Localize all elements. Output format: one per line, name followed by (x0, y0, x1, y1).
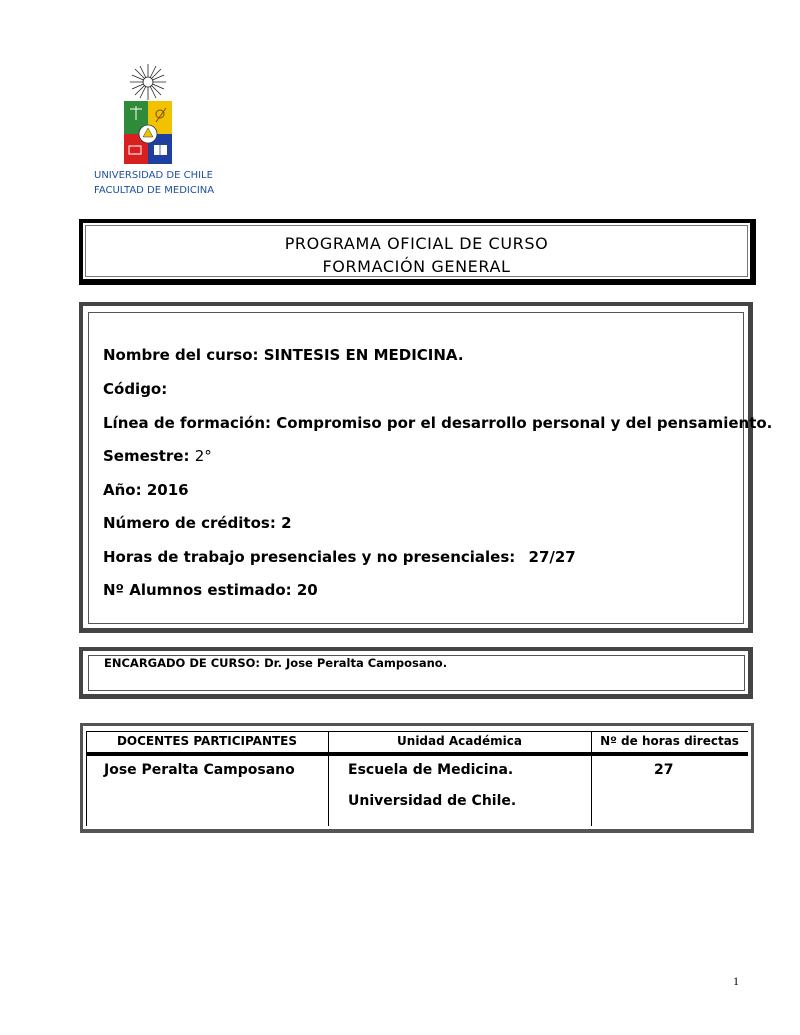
university-crest-icon (118, 62, 178, 168)
header-horas: Nº de horas directas (600, 734, 739, 748)
course-name-line (103, 346, 464, 364)
table-cell-unidad-2: Universidad de Chile. (348, 793, 517, 809)
column-divider (86, 731, 87, 826)
year-label: Año: (103, 481, 142, 499)
course-code-label: Código: (103, 380, 168, 398)
credits-line (103, 514, 292, 532)
table-cell-unidad-1: Escuela de Medicina. (348, 762, 514, 778)
formation-label: Línea de formación: (103, 414, 272, 432)
table-header-row (86, 731, 748, 752)
header-divider (86, 752, 748, 756)
header-docentes: DOCENTES PARTICIPANTES (116, 734, 298, 748)
course-lead-box (79, 647, 753, 699)
hours-label: Horas de trabajo presenciales y no presenciales: (103, 548, 516, 566)
university-name: UNIVERSIDAD DE CHILE (94, 170, 213, 181)
table-cell-docente: Jose Peralta Camposano (104, 762, 295, 778)
header-unidad: Unidad Académica (397, 734, 522, 748)
course-lead-line (104, 656, 447, 670)
semester-value: 2° (194, 447, 212, 465)
credits-label: Número de créditos: (103, 514, 276, 532)
hours-line (103, 548, 576, 566)
faculty-name: FACULTAD DE MEDICINA (94, 185, 215, 196)
course-name-value: SINTESIS EN MEDICINA. (263, 346, 464, 364)
course-lead-value: Dr. Jose Peralta Camposano. (264, 656, 448, 670)
course-lead-label: ENCARGADO DE CURSO: (104, 656, 261, 670)
students-value: 20 (296, 581, 318, 599)
students-label: Nº Alumnos estimado: (103, 581, 292, 599)
students-line (103, 581, 318, 599)
hours-value: 27/27 (528, 548, 576, 566)
title-box (79, 219, 756, 285)
course-name-label: Nombre del curso: (103, 346, 259, 364)
year-value: 2016 (146, 481, 189, 499)
title-line-2: FORMACIÓN GENERAL (322, 257, 511, 276)
course-code-line (103, 380, 167, 398)
table-cell-horas: 27 (654, 762, 674, 778)
column-divider (328, 731, 329, 826)
year-line (103, 481, 189, 499)
title-line-1: PROGRAMA OFICIAL DE CURSO (284, 234, 549, 253)
formation-line (103, 414, 772, 432)
formation-value: Compromiso por el desarrollo personal y del pensamiento. (276, 414, 773, 432)
column-divider (591, 731, 592, 826)
credits-value: 2 (281, 514, 292, 532)
page-number: 1 (733, 974, 739, 988)
semester-label: Semestre: (103, 447, 190, 465)
semester-line (103, 447, 212, 465)
